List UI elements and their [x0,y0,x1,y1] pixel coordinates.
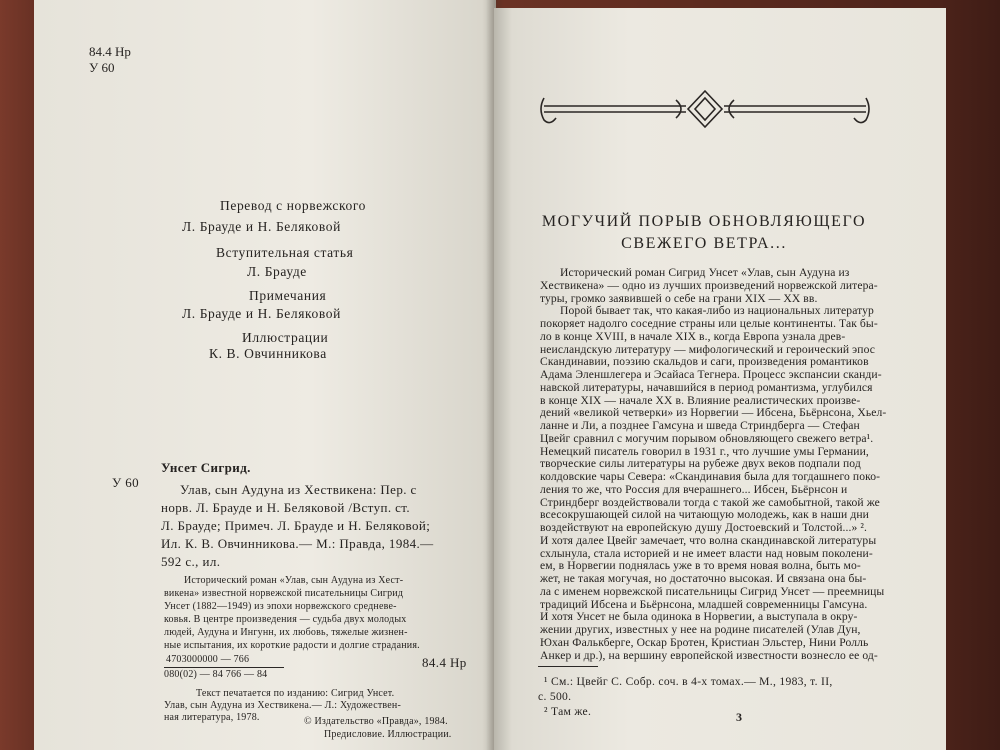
body-line: жении других, известных у нее на родине писателей (Улав Дун, [540,623,861,636]
copyright-line-2: Предисловие. Иллюстрации. [324,729,452,740]
footnote-rule [538,666,598,667]
body-line: жет, не такая могучая, но достаточно высокая. И связана она бы- [540,572,867,585]
body-line: туры, громко заявившей о себе на грани XIX — XX вв. [540,291,818,305]
body-line: Анкер и др.), на вершину европейской известности вознесло ее од- [540,648,878,662]
footnote-1: ¹ См.: Цвейг С. Собр. соч. в 4-х томах.— М., 1983, т. II, [544,675,833,688]
annotation-line-6: ные испытания, их короткие радости и долгие страдания. [164,640,420,651]
card-line-3: Л. Брауде; Примеч. Л. Брауде и Н. Беляковой; [161,518,431,533]
left-page [34,0,496,750]
annotation-line-4: ковья. В центре произведения — судьба двух молодых [164,614,407,625]
credit-notes-names: Л. Брауде и Н. Беляковой [182,306,341,321]
body-line: Порой бывает так, что какая-либо из национальных литератур [560,304,874,318]
card-line-1: Улав, сын Аудуна из Хествикена: Пер. с [180,482,417,497]
body-line: навской литературы, начавшийся в период романтизма, углубился [540,380,873,394]
body-line: ланне и Ли, а позднее Гамсуна и шведа Стриндберга — Стефан [540,419,860,432]
body-line: ем, в Норвегии поднялась уже в то время новая волна, быть мо- [540,559,861,573]
annotation-line-5: людей, Аудуна и Ингунн, их любовь, тяжелые жизнен- [164,627,408,638]
body-line: Исторический роман Сигрид Унсет «Улав, сын Аудуна из [560,266,850,279]
credit-translation-names: Л. Брауде и Н. Беляковой [182,219,341,234]
body-line: неисландскую литературу — мифологический и героический эпос [540,342,875,356]
body-line: дений «великой четверки» из Норвегии — Ибсена, Бьёрнсона, Хьел- [540,406,887,420]
card-line-5: 592 с., ил. [161,554,221,569]
body-line: Цвейг сравнил с могучим порывом обновляющего свежего ветра¹. [540,431,874,445]
print-note-line-3: ная литература, 1978. [164,712,260,723]
body-line: в конце XIX — начале XX в. Влияние реалистических произве- [540,393,861,407]
body-line: Адама Эленшлегера и Эсайаса Тегнера. Процесс экспансии сканди- [540,368,882,381]
body-line: Хествикена» — одно из лучших произведений норвежской литера- [540,278,878,292]
body-line: колдовские чары Севера: «Скандинавия была для тогдашнего поко- [540,470,881,483]
body-line: воздействуют на европейскую душу Достоевский и Толстой...» ². [540,521,867,534]
classification-code-bottom: 080(02) — 84 766 — 84 [164,669,268,680]
credit-notes-label: Примечания [249,288,327,303]
credit-intro-names: Л. Брауде [247,264,307,279]
right-page [494,8,946,750]
ornament-header-icon [536,88,874,136]
card-mark: У 60 [112,475,140,490]
chapter-title-line-2: СВЕЖЕГО ВЕТРА... [621,235,787,252]
annotation-line-3: Унсет (1882—1949) из эпохи норвежского средневе- [164,601,397,612]
body-line: традиций Ибсена и Бьёрнсона, младшей современницы Гамсуна. [540,597,868,611]
classification-rule [164,667,284,668]
footnote-2: ² Там же. [544,705,592,718]
credit-illustrations-names: К. В. Овчинникова [209,346,327,361]
body-line: Скандинавии, поэзию скальдов и саги, произведения романтиков [540,355,869,369]
body-line: покоряет надолго соседние страны или целые континенты. Так бы- [540,317,878,330]
annotation-line-2: викена» известной норвежской писательницы Сигрид [164,588,404,599]
footnote-1-cont: с. 500. [538,690,572,703]
bbk-index: 84.4 Нр [89,44,131,59]
body-line: ления то же, что Россия для вчерашнего... Ибсен, Бьёрнсон и [540,482,848,496]
card-bbk-right: 84.4 Нр [422,655,467,670]
body-line: И хотя далее Цвейг замечает, что волна скандинавской литературы [540,533,877,547]
copyright-line-1: © Издательство «Правда», 1984. [304,716,448,727]
body-line: всесокрушающей силой на читающую молодежь, как в наши дни [540,508,869,522]
classification-code-top: 4703000000 — 766 [166,654,250,665]
credit-intro-label: Вступительная статья [216,245,354,260]
body-line: схлынула, стала историей и не имеет власти над новым поколени- [540,546,873,560]
author-mark: У 60 [89,60,115,75]
credit-translation-label: Перевод с норвежского [220,198,366,213]
body-line: Юхан Фалькберге, Оскар Бротен, Кристиан Эльстер, Нини Ролль [540,635,869,649]
page-number: 3 [736,710,742,724]
annotation-line-1: Исторический роман «Улав, сын Аудуна из Хест- [184,575,404,586]
card-line-4: Ил. К. В. Овчинникова.— М.: Правда, 1984.— [161,536,434,551]
credit-illustrations-label: Иллюстрации [242,330,329,345]
body-line: Стриндберг воздействовали тогда с такой же самобытной, такой же [540,495,880,509]
body-line: творческие силы литературы на рубеже двух веков подпали под [540,457,861,471]
print-note-line-1: Текст печатается по изданию: Сигрид Унсет. [196,688,395,699]
print-note-line-2: Улав, сын Аудуна из Хествикена.— Л.: Художествен- [164,700,401,711]
card-line-2: норв. Л. Брауде и Н. Беляковой /Вступ. ст. [161,500,411,515]
body-line: ла с именем норвежской писательницы Сигрид Унсет — преемницы [540,584,885,598]
body-line: И хотя Унсет не была одинока в Норвегии, а выступала в окру- [540,610,858,624]
chapter-title-line-1: МОГУЧИЙ ПОРЫВ ОБНОВЛЯЮЩЕГО [541,213,867,230]
body-line: ло в конце XVIII, в начале XIX в., когда Европа узнала древ- [540,329,846,343]
card-heading: Унсет Сигрид. [161,460,251,475]
body-line: Немецкий писатель говорил в 1931 г., что лучшие умы Германии, [540,444,869,458]
